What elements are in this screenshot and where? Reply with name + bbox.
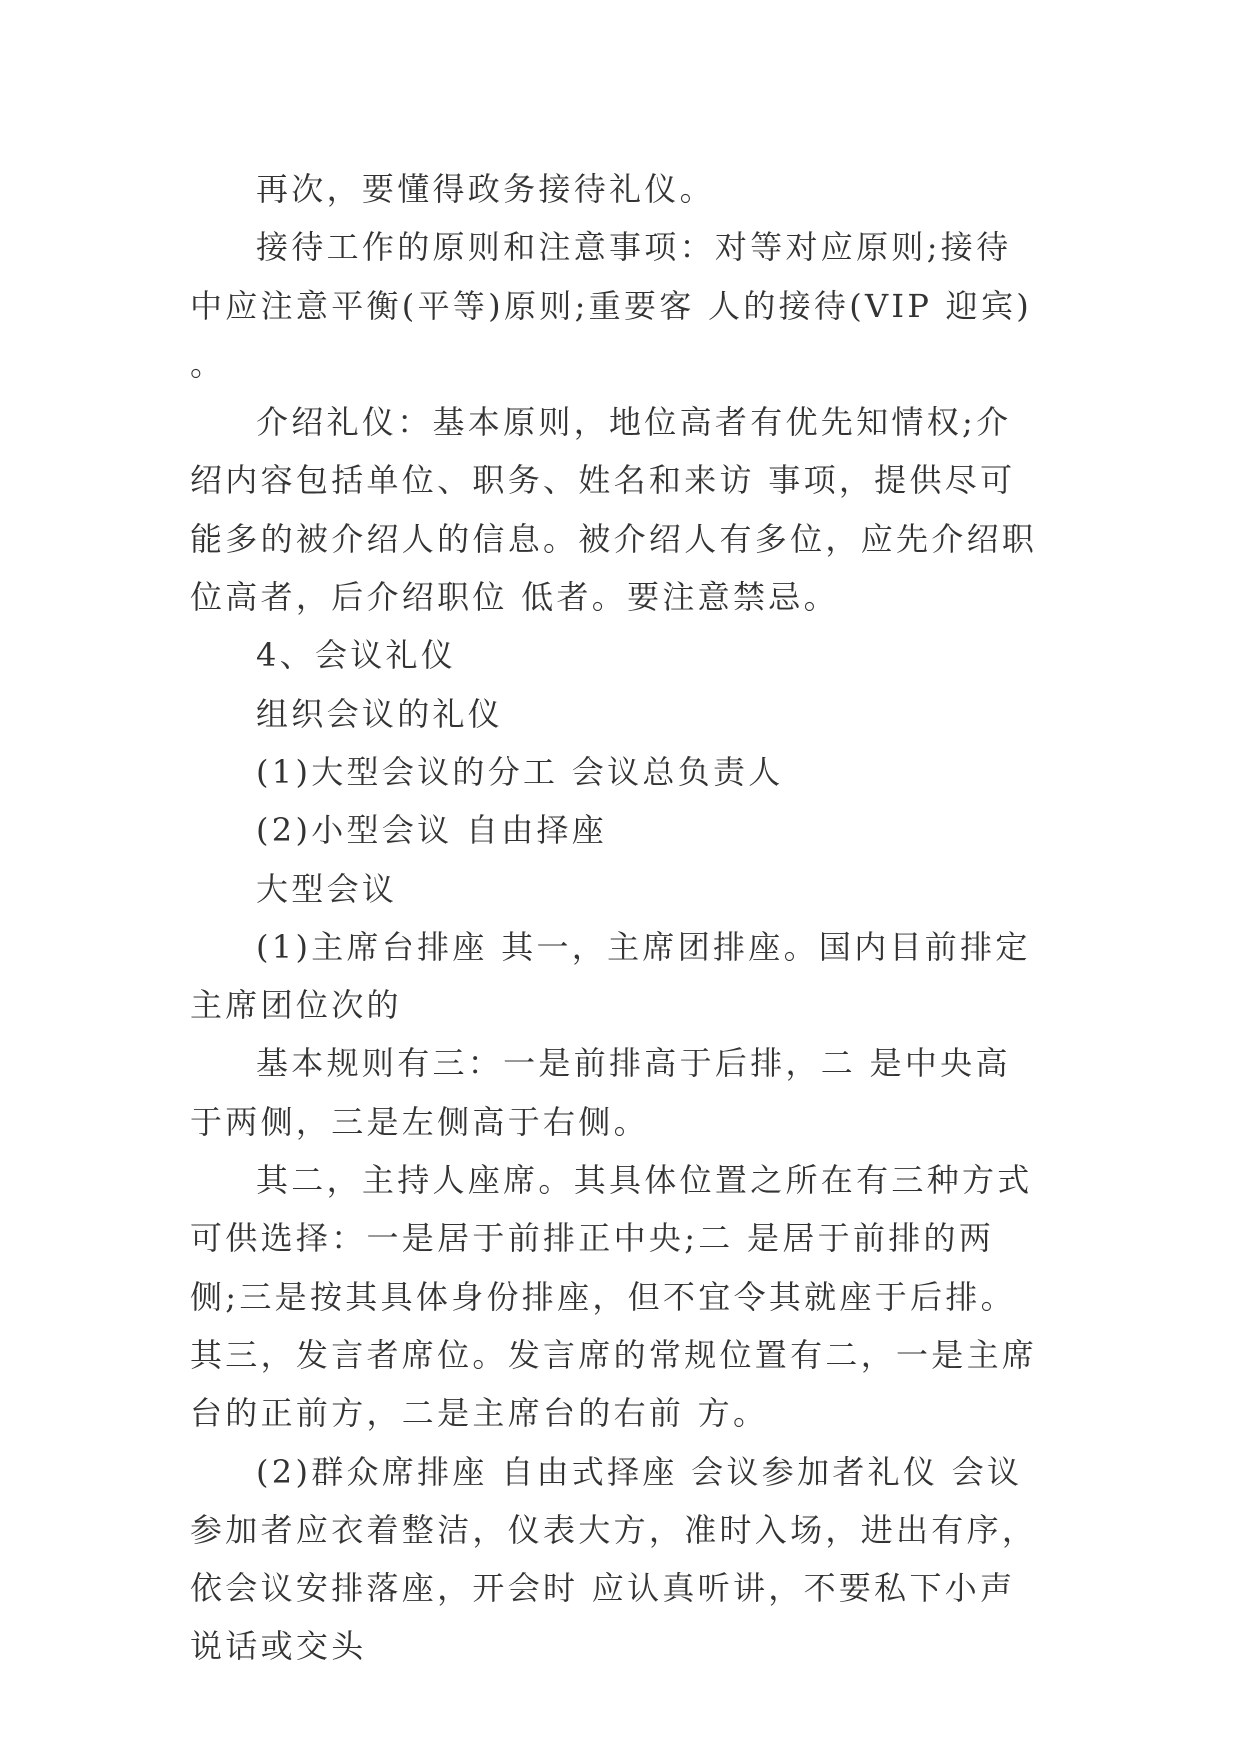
paragraph-introduction-etiquette: 介绍礼仪：基本原则，地位高者有优先知情权;介绍内容包括单位、职务、姓名和来访 事项，提供尽可能多的被介绍人的信息。被介绍人有多位，应先介绍职位高者，后介绍职位 低者。要注意禁忌。: [190, 403, 1038, 617]
section-heading-meeting-etiquette: 4、会议礼仪: [256, 636, 457, 675]
paragraph-basic-rules: 基本规则有三：一是前排高于后排，二 是中央高于两侧，三是左侧高于右侧。: [190, 1044, 1011, 1141]
document-body: [190, 160, 1042, 1676]
paragraph-rostrum-seating: (1)主席台排座 其一，主席团排座。国内目前排定主席团位次的: [190, 927, 1031, 1025]
paragraph-organizing-meetings: 组织会议的礼仪: [256, 694, 504, 733]
paragraph-host-seat: 其二，主持人座席。其具体位置之所在有三种方式可供选择：一是居于前排正中央;二 是居于前排的两侧;三是按其具体身份排座，但不宜令其就座于后排。 其三，发言者席位。发言席的常规位置有二，一是主席台的正前方，二是主席台的右前 方。: [190, 1161, 1038, 1433]
list-item-large-meeting: (1)大型会议的分工 会议总负责人: [256, 752, 784, 791]
paragraph-reception-etiquette: 再次，要懂得政务接待礼仪。: [256, 170, 715, 208]
paragraph-reception-principles: 接待工作的原则和注意事项：对等对应原则;接待中应注意平衡(平等)原则;重要客 人的接待(VIP 迎宾) 。: [190, 228, 1033, 383]
list-item-small-meeting: (2)小型会议 自由择座: [256, 811, 608, 850]
paragraph-audience-seating: (2)群众席排座 自由式择座 会议参加者礼仪 会议参加者应衣着整洁，仪表大方，准时入场，进出有序，依会议安排落座，开会时 应认真听讲，不要私下小声说话或交头: [190, 1452, 1038, 1666]
subheading-large-meeting: 大型会议: [256, 869, 398, 908]
